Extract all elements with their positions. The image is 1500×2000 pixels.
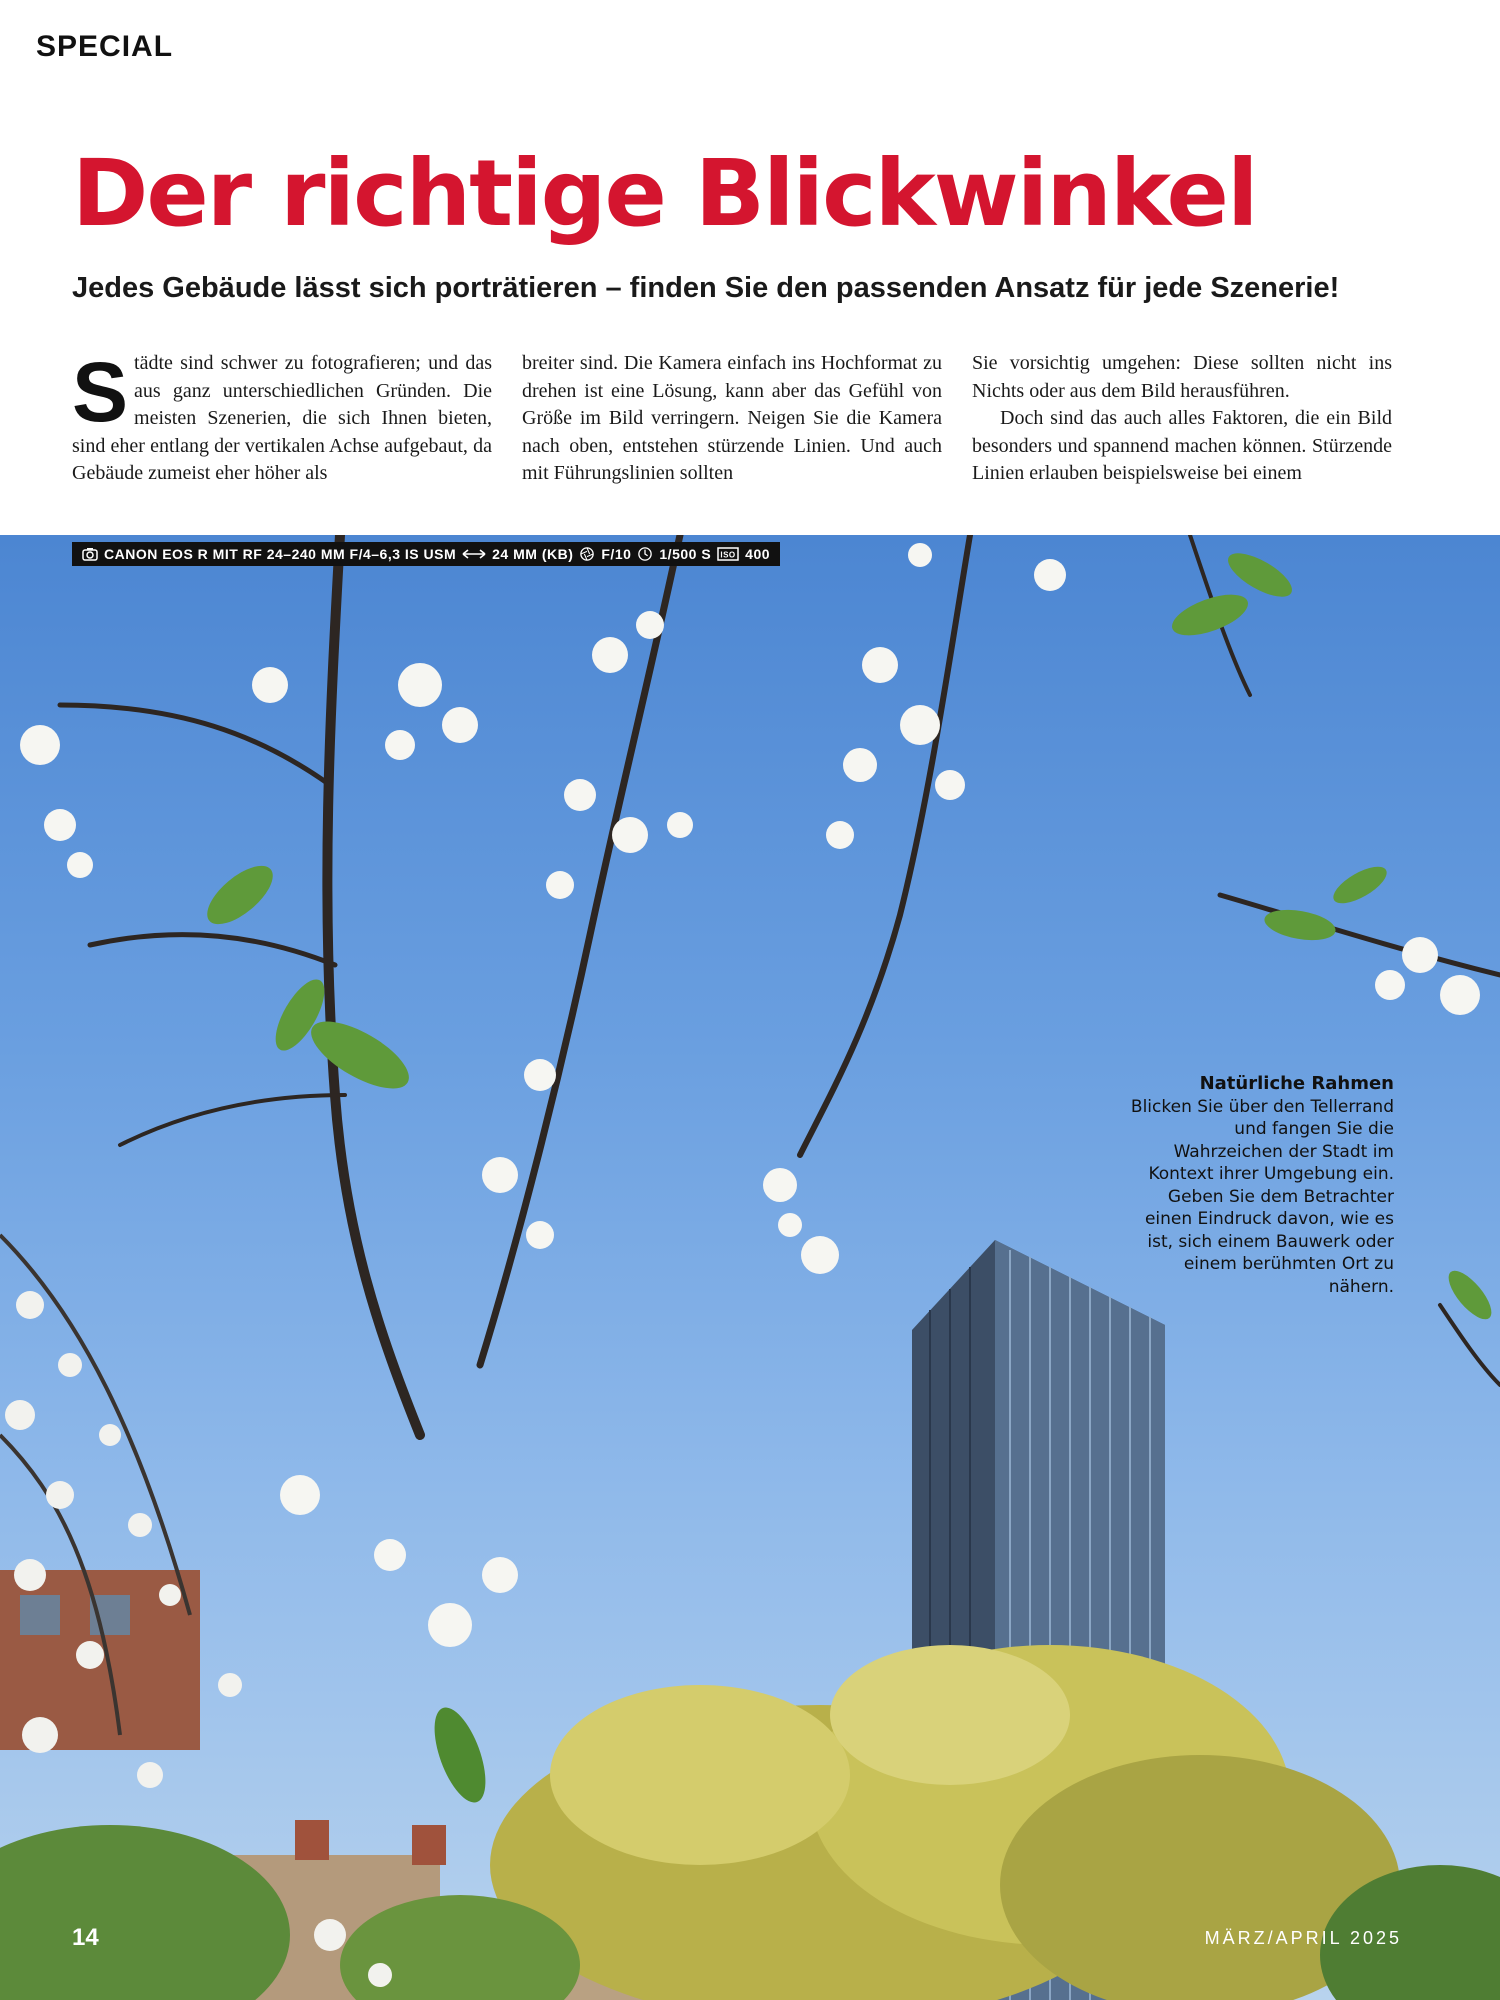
article-subtitle: Jedes Gebäude lässt sich porträtieren – finden Sie den passenden Ansatz für jede Szenerie! [72, 272, 1340, 304]
text-column-2 [522, 350, 942, 486]
camera-icon [82, 547, 98, 561]
exif-aperture: F/10 [601, 546, 632, 562]
page-number: 14 [72, 1924, 99, 1951]
article-title: Der richtige Blickwinkel [72, 140, 1257, 247]
text-column-3 [972, 350, 1392, 486]
svg-text:ISO: ISO [720, 550, 736, 560]
exif-bar [72, 542, 780, 566]
issue-date: MÄRZ/APRIL 2025 [1204, 1928, 1402, 1948]
iso-icon [717, 547, 739, 561]
exif-iso: 400 [745, 546, 771, 562]
caption-title: Natürliche Rahmen [1199, 1073, 1394, 1094]
text-column-1 [72, 350, 492, 486]
focal-length-icon [462, 547, 486, 561]
column-2-text: breiter sind. Die Kamera einfach ins Hochformat zu drehen ist eine Lösung, kann aber das Gefühl von Größe im Bild verringern. Neigen Sie die Kamera nach oben, entstehen stürzende Linien. Und auch mit Führungslinien sollten [522, 352, 942, 485]
exif-focal: 24 MM (KB) [492, 546, 574, 562]
section-label: SPECIAL [36, 30, 174, 63]
drop-cap: S [72, 350, 129, 439]
column-3-paragraph-2: Doch sind das auch alles Faktoren, die ein Bild besonders und spannend machen können. Stürzende Linien erlauben beispielsweise bei einem [972, 407, 1392, 485]
shutter-icon [637, 547, 653, 561]
aperture-icon [579, 547, 595, 561]
exif-camera: CANON EOS R MIT RF 24–240 MM F/4–6,3 IS USM [104, 546, 457, 562]
exif-shutter: 1/500 S [659, 546, 712, 562]
caption-body: Blicken Sie über den Tellerrand und fangen Sie die Wahrzeichen der Stadt im Kontext ihrer Umgebung ein. Geben Sie dem Betrachter einen Eindruck davon, wie es ist, sich einem Bauwerk oder einem berühmten Ort zu nähern. [1130, 1096, 1394, 1297]
photo-caption [1130, 1073, 1394, 1298]
column-1-text: tädte sind schwer zu fotografieren; und das aus ganz unterschiedlichen Gründen. Die meisten Szenerien, die sich Ihnen bieten, sind eher entlang der vertikalen Achse aufgebaut, da Gebäude zumeist eher höher als [72, 352, 492, 485]
column-3-paragraph-1: Sie vorsichtig umgehen: Diese sollten nicht ins Nichts oder aus dem Bild herausführen. [972, 352, 1392, 402]
